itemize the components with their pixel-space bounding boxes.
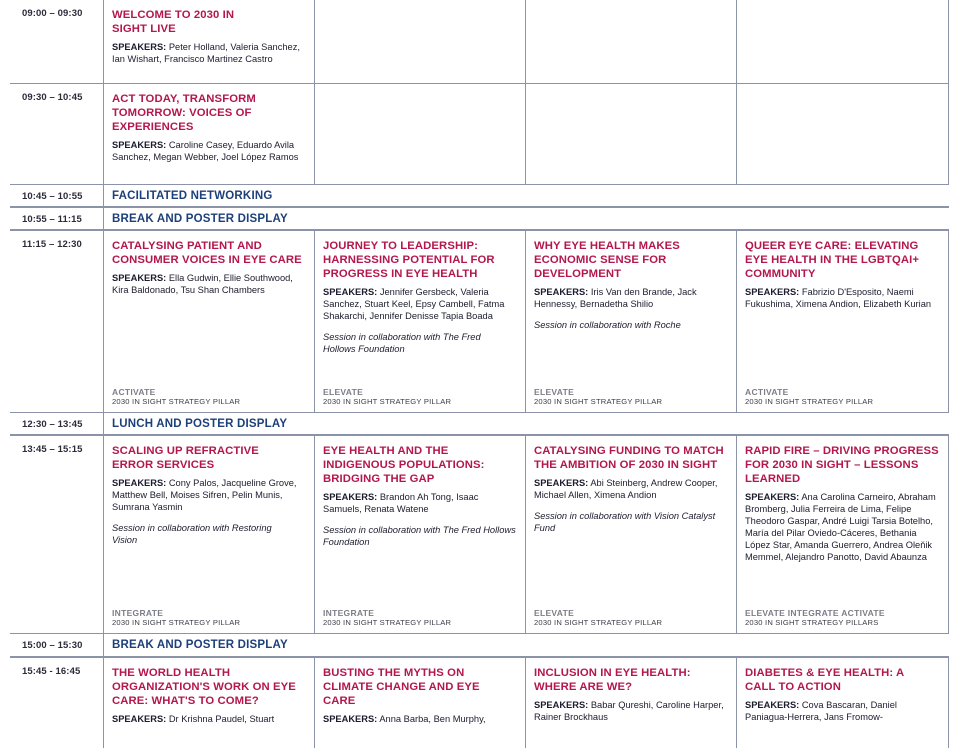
session-cell[interactable] [736, 231, 949, 412]
strategy-pillar: ACTIVATE 2030 IN SIGHT STRATEGY PILLAR [112, 387, 241, 406]
session-cell[interactable] [736, 436, 949, 633]
session-speakers: SPEAKERS: Anna Barba, Ben Murphy, [323, 714, 486, 724]
session-cell[interactable] [736, 658, 949, 748]
full-width-session [103, 634, 949, 656]
session-title: FACILITATED NETWORKING [112, 190, 273, 202]
schedule-row [10, 413, 949, 436]
session-speakers: SPEAKERS: Peter Holland, Valeria Sanchez, Ian Wishart, Francisco Martinez Castro [112, 42, 300, 64]
empty-cell [314, 84, 525, 184]
time-slot: 15:00 – 15:30 [22, 640, 83, 651]
strategy-pillar: ELEVATE INTEGRATE ACTIVATE 2030 IN SIGHT STRATEGY PILLARS [745, 608, 885, 627]
session-cell[interactable] [103, 658, 314, 748]
session-title: THE WORLD HEALTH ORGANIZATION'S WORK ON EYE CARE: WHAT'S TO COME? [112, 667, 296, 707]
session-note: Session in collaboration with Restoring Vision [112, 523, 272, 545]
session-cell[interactable] [314, 231, 525, 412]
session-title: CATALYSING PATIENT AND CONSUMER VOICES IN EYE CARE [112, 240, 302, 266]
time-slot: 10:45 – 10:55 [22, 191, 83, 202]
session-title: QUEER EYE CARE: ELEVATING EYE HEALTH IN THE LGBTQAI+ COMMUNITY [745, 240, 920, 280]
session-title: EYE HEALTH AND THE INDIGENOUS POPULATIONS: BRIDGING THE GAP [323, 445, 485, 485]
session-cell[interactable] [103, 231, 314, 412]
session-note: Session in collaboration with Roche [534, 320, 681, 330]
time-slot: 13:45 – 15:15 [22, 444, 83, 455]
session-title: WHY EYE HEALTH MAKES ECONOMIC SENSE FOR DEVELOPMENT [534, 240, 680, 280]
full-width-session [103, 208, 949, 229]
session-title: DIABETES & EYE HEALTH: A CALL TO ACTION [745, 667, 904, 693]
session-title: BUSTING THE MYTHS ON CLIMATE CHANGE AND EYE CARE [323, 667, 480, 707]
session-note: Session in collaboration with Vision Catalyst Fund [534, 511, 716, 533]
schedule-row [10, 231, 949, 413]
session-title: RAPID FIRE – DRIVING PROGRESS FOR 2030 IN SIGHT – LESSONS LEARNED [745, 445, 939, 485]
session-title: BREAK AND POSTER DISPLAY [112, 639, 288, 651]
session-speakers: SPEAKERS: Caroline Casey, Eduardo Avila Sanchez, Megan Webber, Joel López Ramos [112, 140, 299, 162]
schedule-row [10, 0, 949, 84]
schedule-grid [10, 0, 949, 724]
session-note: Session in collaboration with The Fred Hollows Foundation [323, 525, 516, 547]
session-speakers: SPEAKERS: Jennifer Gersbeck, Valeria Sanchez, Stuart Keel, Epsy Cambell, Fatma Shakarchi, Jennifer Denisse Tapia Boada [323, 287, 505, 321]
time-slot: 12:30 – 13:45 [22, 419, 83, 430]
session-title: BREAK AND POSTER DISPLAY [112, 213, 288, 225]
schedule-row [10, 84, 949, 185]
time-slot: 15:45 - 16:45 [22, 666, 81, 677]
session-cell[interactable] [314, 436, 525, 633]
session-cell[interactable] [525, 231, 736, 412]
session-speakers: SPEAKERS: Babar Qureshi, Caroline Harper, Rainer Brockhaus [534, 700, 724, 722]
time-slot: 10:55 – 11:15 [22, 214, 82, 225]
schedule-row [10, 208, 949, 231]
time-slot: 09:00 – 09:30 [22, 8, 83, 19]
session-cell[interactable] [103, 0, 314, 83]
session-title: CATALYSING FUNDING TO MATCH THE AMBITION OF 2030 IN SIGHT [534, 445, 724, 471]
time-slot: 09:30 – 10:45 [22, 92, 83, 103]
empty-cell [736, 84, 949, 184]
session-speakers: SPEAKERS: Dr Krishna Paudel, Stuart [112, 714, 275, 724]
schedule-row [10, 634, 949, 658]
full-width-session [103, 413, 949, 434]
session-title: JOURNEY TO LEADERSHIP: HARNESSING POTENTIAL FOR PROGRESS IN EYE HEALTH [323, 240, 495, 280]
session-speakers: SPEAKERS: Brandon Ah Tong, Isaac Samuels, Renata Watene [323, 492, 479, 514]
full-width-session [103, 185, 949, 206]
session-title: WELCOME TO 2030 IN SIGHT LIVE [112, 9, 235, 35]
session-title: ACT TODAY, TRANSFORM TOMORROW: VOICES OF EXPERIENCES [112, 93, 256, 133]
session-title: INCLUSION IN EYE HEALTH: WHERE ARE WE? [534, 667, 691, 693]
strategy-pillar: ELEVATE 2030 IN SIGHT STRATEGY PILLAR [323, 387, 452, 406]
session-cell[interactable] [103, 84, 314, 184]
session-speakers: SPEAKERS: Cony Palos, Jacqueline Grove, Matthew Bell, Moises Sifren, Pelin Munis, Sumrana Yasmin [112, 478, 297, 512]
session-speakers: SPEAKERS: Ana Carolina Carneiro, Abraham Bromberg, Julia Ferreira de Lima, Felipe Theodoro Gaspar, André Luigi Tarsia Botelho, María del Pilar Oviedo-Cáceres, Bethania López Star, Amanda Guerrero, Andrea Oleňik Memmel, Alejandro Panotto, David Abaunza [745, 492, 936, 562]
session-cell[interactable] [525, 436, 736, 633]
strategy-pillar: INTEGRATE 2030 IN SIGHT STRATEGY PILLAR [112, 608, 241, 627]
session-note: Session in collaboration with The Fred Hollows Foundation [323, 332, 481, 354]
empty-cell [314, 0, 525, 83]
session-speakers: SPEAKERS: Fabrizio D'Esposito, Naemi Fukushima, Ximena Andion, Elizabeth Kurian [745, 287, 932, 309]
session-title: SCALING UP REFRACTIVE ERROR SERVICES [112, 445, 259, 471]
session-cell[interactable] [103, 436, 314, 633]
schedule-row [10, 658, 949, 748]
schedule-row [10, 436, 949, 634]
strategy-pillar: ELEVATE 2030 IN SIGHT STRATEGY PILLAR [534, 387, 663, 406]
session-speakers: SPEAKERS: Cova Bascaran, Daniel Paniagua-Herrera, Jans Fromow- [745, 700, 897, 722]
schedule-row [10, 185, 949, 208]
session-speakers: SPEAKERS: Ella Gudwin, Ellie Southwood, Kira Baldonado, Tsu Shan Chambers [112, 273, 293, 295]
session-cell[interactable] [314, 658, 525, 748]
time-slot: 11:15 – 12:30 [22, 239, 82, 250]
empty-cell [525, 0, 736, 83]
empty-cell [736, 0, 949, 83]
session-cell[interactable] [525, 658, 736, 748]
empty-cell [525, 84, 736, 184]
session-speakers: SPEAKERS: Abi Steinberg, Andrew Cooper, Michael Allen, Ximena Andion [534, 478, 718, 500]
session-speakers: SPEAKERS: Iris Van den Brande, Jack Hennessy, Bernadetha Shilio [534, 287, 697, 309]
session-title: LUNCH AND POSTER DISPLAY [112, 418, 288, 430]
strategy-pillar: ELEVATE 2030 IN SIGHT STRATEGY PILLAR [534, 608, 663, 627]
strategy-pillar: INTEGRATE 2030 IN SIGHT STRATEGY PILLAR [323, 608, 452, 627]
strategy-pillar: ACTIVATE 2030 IN SIGHT STRATEGY PILLAR [745, 387, 874, 406]
